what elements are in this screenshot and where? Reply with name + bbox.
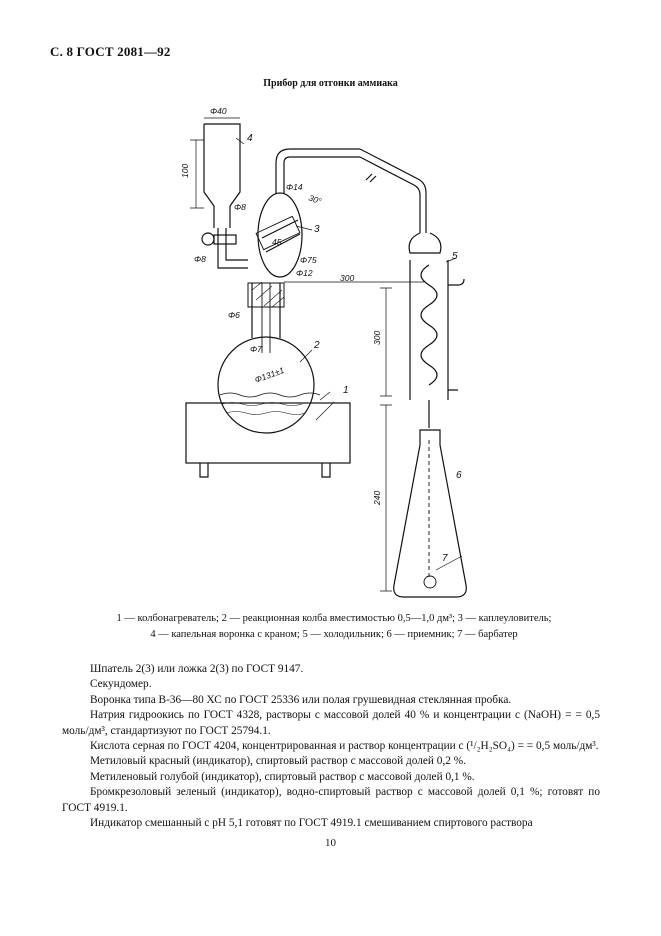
part-number-6: 6 <box>456 470 462 481</box>
dim-d131: Φ131±1 <box>253 364 286 385</box>
part-number-7: 7 <box>442 553 448 564</box>
condenser-jacket <box>410 260 448 400</box>
paragraph: Секундомер. <box>90 678 152 691</box>
page-header: С. 8 ГОСТ 2081—92 <box>50 44 171 59</box>
dim-h300: 300 <box>372 330 382 345</box>
dim-d6: Φ6 <box>228 310 240 320</box>
paragraph: Метиленовый голубой (индикатор), спиртовый раствор с массовой долей 0,1 %. <box>90 770 475 783</box>
paragraph: Метиловый красный (индикатор), спиртовый раствор с массовой долей 0,2 %. <box>90 755 466 768</box>
paragraph: Воронка типа В-36—80 ХС по ГОСТ 25336 или полая грушевидная стеклянная пробка. <box>90 693 512 706</box>
bubbler <box>424 576 436 588</box>
condenser-top <box>409 233 441 253</box>
figure-caption <box>60 611 608 643</box>
paragraph: Шпатель 2(3) или ложка 2(3) по ГОСТ 9147. <box>90 663 304 675</box>
paragraph: Натрия гидроокись по ГОСТ 4328, растворы с массовой долей 40 % и концентрации c (NaOH) = = 0,5 моль/дм³, стандартизуют по ГОСТ 25794.1. <box>62 709 600 737</box>
dim-len45: 45 <box>272 237 282 247</box>
part-number-2: 2 <box>314 340 320 351</box>
part-number-4: 4 <box>247 133 253 144</box>
paragraph: Индикатор смешанный с pH 5,1 готовят по ГОСТ 4919.1 смешиванием спиртового раствора <box>90 817 533 830</box>
paragraph: Кислота серная по ГОСТ 4204, концентрированная и раствор концентрации c (¹/₂H₂SO₄) = = 0,5 моль/дм³. <box>90 740 599 753</box>
part-number-5: 5 <box>452 251 458 262</box>
dim-h100: 100 <box>180 163 190 178</box>
caption-line-1: 1 — колбонагреватель; 2 — реакционная колба вместимостью 0,5—1,0 дм³; 3 — каплеуловитель; <box>116 613 552 624</box>
caption-line-2: 4 — капельная воронка с краном; 5 — холодильник; 6 — приемник; 7 — барбатер <box>150 629 518 640</box>
dim-w300: 300 <box>340 273 355 283</box>
receiver-flask <box>394 430 467 597</box>
heater-legs <box>200 463 330 477</box>
dim-d8a: Φ8 <box>234 202 246 212</box>
figure-title: Прибор для отгонки аммиака <box>263 78 398 89</box>
dim-d7: Φ7 <box>250 344 262 354</box>
page-number: 10 <box>325 837 336 849</box>
reaction-flask <box>218 337 314 433</box>
dim-h240: 240 <box>372 490 382 505</box>
part-number-1: 1 <box>343 385 349 396</box>
paragraph: Бромкрезоловый зеленый (индикатор), водно-спиртовый раствор с массовой долей 0,1 %; готовят по ГОСТ 4919.1. <box>62 786 600 814</box>
body-text <box>62 662 600 831</box>
dim-d8b: Φ8 <box>194 254 206 264</box>
dropping-funnel <box>204 124 240 228</box>
dim-d75: Φ75 <box>300 255 317 265</box>
dim-d12: Φ12 <box>296 268 313 278</box>
dim-d14: Φ14 <box>286 182 303 192</box>
part-number-3: 3 <box>314 224 320 235</box>
dim-d40: Φ40 <box>210 106 227 116</box>
dim-angle30: 30° <box>307 192 323 207</box>
